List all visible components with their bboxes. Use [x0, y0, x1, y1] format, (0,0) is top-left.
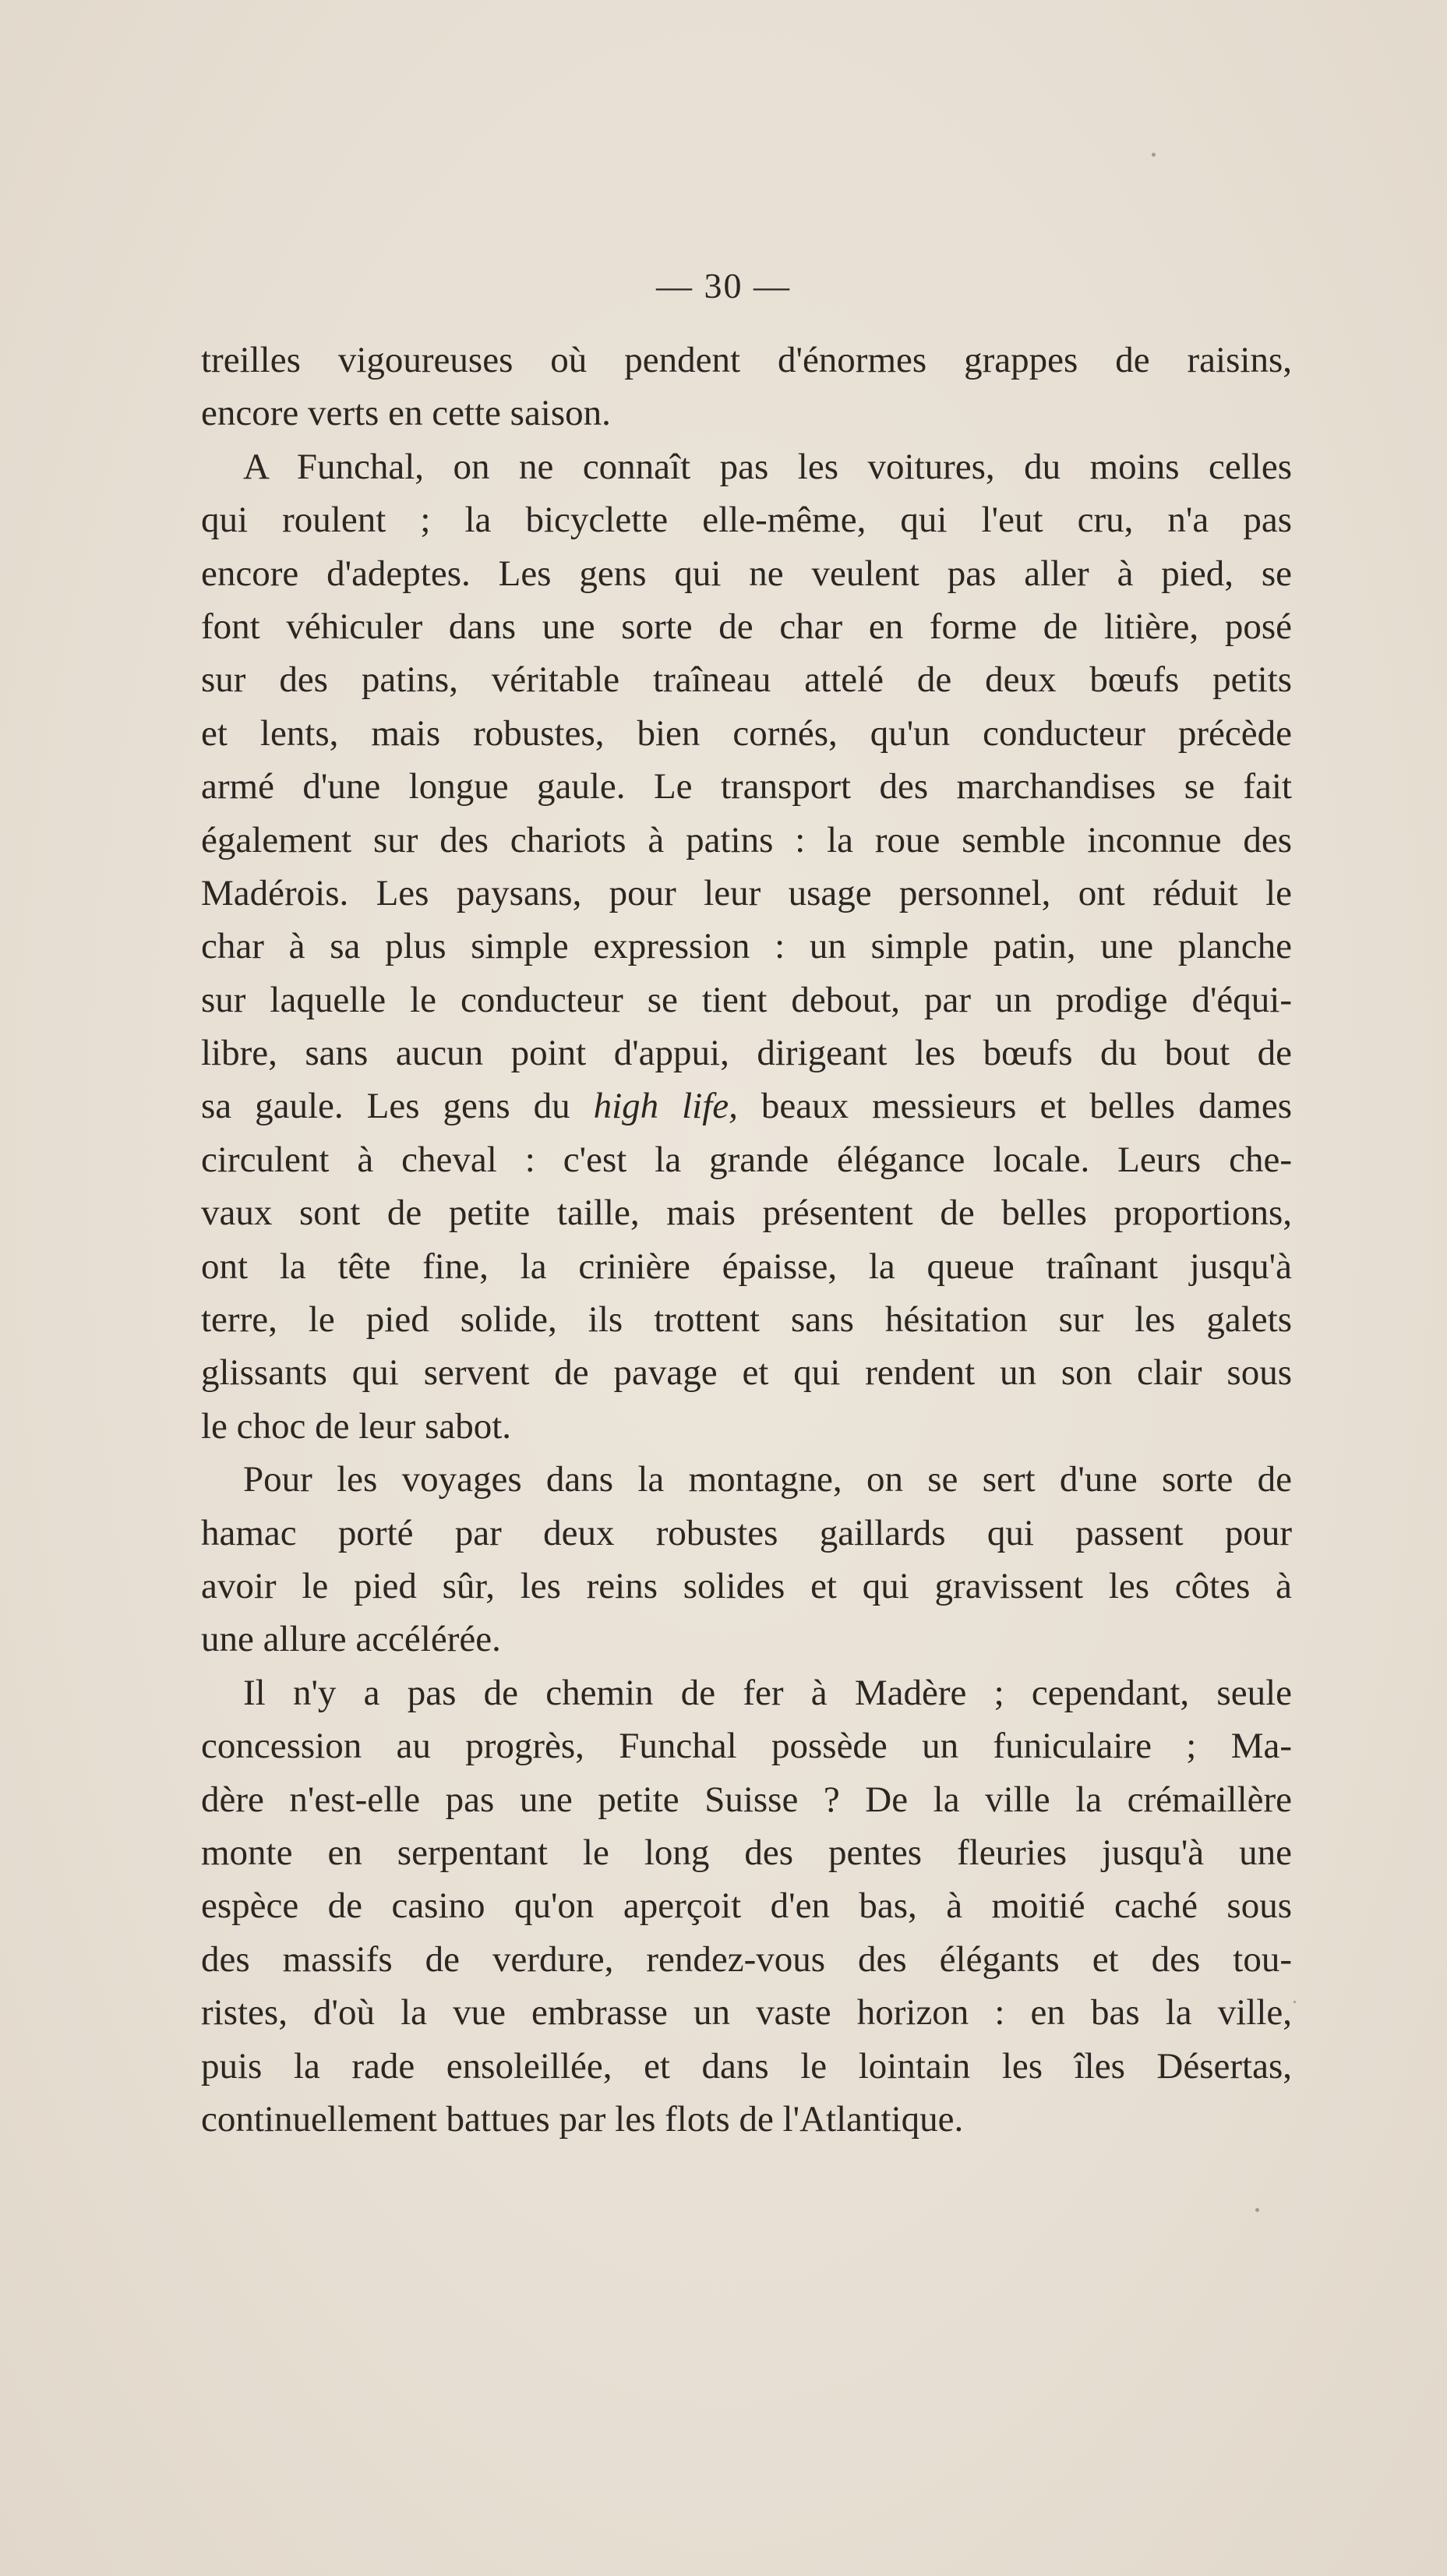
paper-speck — [1152, 153, 1156, 157]
text-line: ristes, d'où la vue embrasse un vaste horizon : en bas la ville, — [201, 1992, 1292, 2034]
text-line: armé d'une longue gaule. Le transport des marchandises se fait — [201, 766, 1292, 807]
text-line: terre, le pied solide, ils trottent sans hésitation sur les galets — [201, 1299, 1292, 1341]
text-line: hamac porté par deux robustes gaillards qui passent pour — [201, 1512, 1292, 1553]
text-line: encore d'adeptes. Les gens qui ne veulent pas aller à pied, se — [201, 553, 1292, 594]
text-line: le choc de leur sabot. — [201, 1405, 512, 1447]
text-line: une allure accélérée. — [201, 1619, 501, 1660]
text-line: A Funchal, on ne connaît pas les voitures, du moins celles — [243, 446, 1292, 487]
paper-speck — [1293, 2001, 1296, 2003]
text-line: encore verts en cette saison. — [201, 393, 611, 434]
text-line: également sur des chariots à patins : la roue semble inconnue des — [201, 819, 1292, 860]
text-line: puis la rade ensoleillée, et dans le lointain les îles Désertas, — [201, 2045, 1292, 2087]
text-line: et lents, mais robustes, bien cornés, qu'un conducteur précède — [201, 712, 1292, 754]
italic-phrase: high life, — [593, 1086, 738, 1127]
text-line: glissants qui servent de pavage et qui rendent un son clair sous — [201, 1352, 1292, 1394]
text-line: libre, sans aucun point d'appui, dirigeant les bœufs du bout de — [201, 1033, 1292, 1074]
text-line: ont la tête fine, la crinière épaisse, la queue traînant jusqu'à — [201, 1246, 1292, 1287]
text-line: font véhiculer dans une sorte de char en forme de litière, posé — [201, 606, 1292, 647]
text-line: qui roulent ; la bicyclette elle-même, qui l'eut cru, n'a pas — [201, 500, 1292, 541]
text-segment: beaux messieurs et belles dames — [761, 1086, 1292, 1127]
text-line: circulent à cheval : c'est la grande élégance locale. Leurs che- — [201, 1139, 1292, 1180]
paper-speck — [1255, 2208, 1259, 2212]
text-line: char à sa plus simple expression : un simple patin, une planche — [201, 926, 1292, 967]
text-line: avoir le pied sûr, les reins solides et qui gravissent les côtes à — [201, 1565, 1292, 1606]
text-line: vaux sont de petite taille, mais présentent de belles proportions, — [201, 1193, 1292, 1234]
text-line: Il n'y a pas de chemin de fer à Madère ; cependant, seule — [243, 1672, 1292, 1713]
text-line: continuellement battues par les flots de l'Atlantique. — [201, 2098, 964, 2140]
text-line-mixed — [201, 1080, 1292, 1133]
text-line: treilles vigoureuses où pendent d'énormes grappes de raisins, — [201, 340, 1292, 380]
text-line: Pour les voyages dans la montagne, on se sert d'une sorte de — [243, 1459, 1292, 1500]
text-line: monte en serpentant le long des pentes fleuries jusqu'à une — [201, 1832, 1292, 1873]
page-number: — 30 — — [656, 266, 791, 306]
text-line: sur laquelle le conducteur se tient debout, par un prodige d'équi- — [201, 979, 1292, 1020]
text-line: dère n'est-elle pas une petite Suisse ? De la ville la crémaillère — [201, 1779, 1292, 1820]
text-line: des massifs de verdure, rendez-vous des élégants et des tou- — [201, 1938, 1292, 1980]
text-line: concession au progrès, Funchal possède un funiculaire ; Ma- — [201, 1726, 1292, 1767]
body-text — [201, 334, 1292, 2146]
text-line: espèce de casino qu'on aperçoit d'en bas, à moitié caché sous — [201, 1885, 1292, 1927]
text-segment: sa gaule. Les gens du — [201, 1086, 570, 1127]
text-line: Madérois. Les paysans, pour leur usage personnel, ont réduit le — [201, 872, 1292, 913]
text-line: sur des patins, véritable traîneau attelé de deux bœufs petits — [201, 659, 1292, 701]
